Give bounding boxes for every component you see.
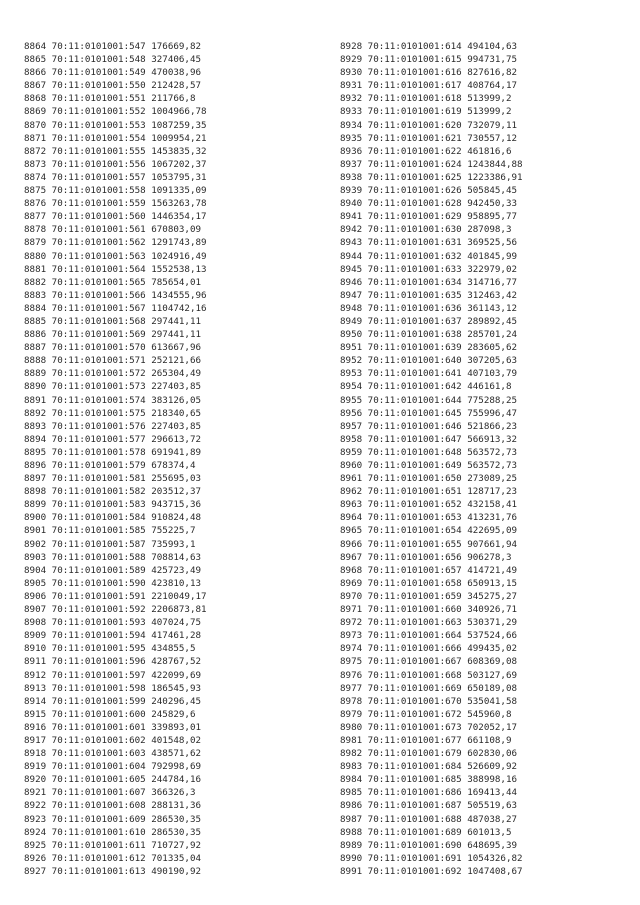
table-row: 8874 70:11:0101001:557 1053795,31	[24, 171, 207, 183]
table-row: 8983 70:11:0101001:684 526609,92	[340, 761, 518, 773]
table-row: 8910 70:11:0101001:595 434855,5	[24, 643, 196, 655]
table-row: 8903 70:11:0101001:588 708814,63	[24, 551, 202, 563]
table-row: 8968 70:11:0101001:657 414721,49	[340, 564, 518, 576]
table-row: 8877 70:11:0101001:560 1446354,17	[24, 211, 207, 223]
table-row: 8991 70:11:0101001:692 1047408,67	[340, 865, 523, 877]
table-row: 8927 70:11:0101001:613 490190,92	[24, 865, 202, 877]
table-row: 8954 70:11:0101001:642 446161,8	[340, 381, 512, 393]
table-row: 8948 70:11:0101001:636 361143,12	[340, 302, 518, 314]
table-row: 8889 70:11:0101001:572 265304,49	[24, 368, 202, 380]
table-row: 8887 70:11:0101001:570 613667,96	[24, 342, 202, 354]
table-row: 8924 70:11:0101001:610 286530,35	[24, 826, 202, 838]
table-row: 8893 70:11:0101001:576 227403,85	[24, 420, 202, 432]
table-row: 8914 70:11:0101001:599 240296,45	[24, 695, 202, 707]
table-row: 8909 70:11:0101001:594 417461,28	[24, 630, 202, 642]
left-column	[24, 40, 207, 878]
table-row: 8886 70:11:0101001:569 297441,11	[24, 329, 202, 341]
table-row: 8928 70:11:0101001:614 494104,63	[340, 41, 518, 52]
table-row: 8961 70:11:0101001:650 273089,25	[340, 473, 518, 485]
table-row: 8881 70:11:0101001:564 1552538,13	[24, 263, 207, 275]
table-row: 8974 70:11:0101001:666 499435,02	[340, 643, 518, 655]
table-row: 8867 70:11:0101001:550 212428,57	[24, 80, 202, 92]
table-row: 8985 70:11:0101001:686 169413,44	[340, 787, 518, 799]
table-row: 8864 70:11:0101001:547 176669,82	[24, 41, 202, 52]
table-row: 8923 70:11:0101001:609 286530,35	[24, 813, 202, 825]
table-row: 8908 70:11:0101001:593 407024,75	[24, 617, 202, 629]
table-row: 8976 70:11:0101001:668 503127,69	[340, 669, 518, 681]
table-row: 8891 70:11:0101001:574 383126,05	[24, 394, 202, 406]
table-row: 8962 70:11:0101001:651 128717,23	[340, 486, 518, 498]
table-row: 8869 70:11:0101001:552 1004966,78	[24, 106, 207, 118]
table-row: 8894 70:11:0101001:577 296613,72	[24, 433, 202, 445]
table-row: 8876 70:11:0101001:559 1563263,78	[24, 198, 207, 210]
table-row: 8979 70:11:0101001:672 545960,8	[340, 708, 512, 720]
table-row: 8879 70:11:0101001:562 1291743,89	[24, 237, 207, 249]
table-row: 8931 70:11:0101001:617 408764,17	[340, 80, 518, 92]
table-row: 8978 70:11:0101001:670 535041,58	[340, 695, 518, 707]
table-row: 8937 70:11:0101001:624 1243844,88	[340, 158, 523, 170]
table-row: 8946 70:11:0101001:634 314716,77	[340, 276, 518, 288]
table-row: 8918 70:11:0101001:603 438571,62	[24, 748, 202, 760]
table-row: 8963 70:11:0101001:652 432158,41	[340, 499, 518, 511]
table-row: 8925 70:11:0101001:611 710727,92	[24, 839, 202, 851]
table-row: 8917 70:11:0101001:602 401548,02	[24, 734, 202, 746]
table-row: 8984 70:11:0101001:685 388998,16	[340, 774, 518, 786]
table-row: 8882 70:11:0101001:565 785654,01	[24, 276, 202, 288]
table-row: 8959 70:11:0101001:648 563572,73	[340, 446, 518, 458]
table-row: 8955 70:11:0101001:644 775288,25	[340, 394, 518, 406]
table-row: 8875 70:11:0101001:558 1091335,09	[24, 185, 207, 197]
table-row: 8892 70:11:0101001:575 218340,65	[24, 407, 202, 419]
table-row: 8916 70:11:0101001:601 339893,01	[24, 721, 202, 733]
table-row: 8902 70:11:0101001:587 735993,1	[24, 538, 196, 550]
table-row: 8930 70:11:0101001:616 827616,82	[340, 67, 518, 79]
table-row: 8964 70:11:0101001:653 413231,76	[340, 512, 518, 524]
right-column	[340, 40, 523, 878]
table-row: 8949 70:11:0101001:637 289892,45	[340, 315, 518, 327]
table-row: 8895 70:11:0101001:578 691941,89	[24, 446, 202, 458]
table-row: 8865 70:11:0101001:548 327406,45	[24, 54, 202, 66]
table-row: 8926 70:11:0101001:612 701335,04	[24, 852, 202, 864]
table-row: 8873 70:11:0101001:556 1067202,37	[24, 158, 207, 170]
table-row: 8990 70:11:0101001:691 1054326,82	[340, 852, 523, 864]
table-row: 8905 70:11:0101001:590 423810,13	[24, 577, 202, 589]
table-row: 8941 70:11:0101001:629 958895,77	[340, 211, 518, 223]
table-row: 8871 70:11:0101001:554 1009954,21	[24, 132, 207, 144]
table-row: 8904 70:11:0101001:589 425723,49	[24, 564, 202, 576]
table-row: 8912 70:11:0101001:597 422099,69	[24, 669, 202, 681]
table-row: 8936 70:11:0101001:622 461816,6	[340, 145, 512, 157]
table-row: 8920 70:11:0101001:605 244784,16	[24, 774, 202, 786]
table-row: 8982 70:11:0101001:679 602830,06	[340, 748, 518, 760]
table-row: 8988 70:11:0101001:689 601013,5	[340, 826, 512, 838]
table-row: 8934 70:11:0101001:620 732079,11	[340, 119, 518, 131]
table-row: 8885 70:11:0101001:568 297441,11	[24, 315, 202, 327]
table-row: 8965 70:11:0101001:654 422695,09	[340, 525, 518, 537]
table-row: 8973 70:11:0101001:664 537524,66	[340, 630, 518, 642]
table-row: 8932 70:11:0101001:618 513999,2	[340, 93, 512, 105]
table-row: 8940 70:11:0101001:628 942450,33	[340, 198, 518, 210]
table-row: 8953 70:11:0101001:641 407103,79	[340, 368, 518, 380]
table-row: 8957 70:11:0101001:646 521866,23	[340, 420, 518, 432]
table-row: 8911 70:11:0101001:596 428767,52	[24, 656, 202, 668]
table-row: 8870 70:11:0101001:553 1087259,35	[24, 119, 207, 131]
table-row: 8921 70:11:0101001:607 366326,3	[24, 787, 196, 799]
table-row: 8980 70:11:0101001:673 702052,17	[340, 721, 518, 733]
table-row: 8952 70:11:0101001:640 307205,63	[340, 355, 518, 367]
table-row: 8868 70:11:0101001:551 211766,8	[24, 93, 196, 105]
table-row: 8883 70:11:0101001:566 1434555,96	[24, 289, 207, 301]
table-row: 8987 70:11:0101001:688 487038,27	[340, 813, 518, 825]
table-row: 8896 70:11:0101001:579 678374,4	[24, 460, 196, 471]
table-row: 8966 70:11:0101001:655 907661,94	[340, 538, 518, 550]
table-row: 8942 70:11:0101001:630 287098,3	[340, 224, 512, 236]
table-row: 8888 70:11:0101001:571 252121,66	[24, 355, 202, 367]
table-row: 8935 70:11:0101001:621 730557,12	[340, 132, 518, 144]
table-row: 8977 70:11:0101001:669 650189,08	[340, 682, 518, 694]
table-row: 8950 70:11:0101001:638 285701,24	[340, 329, 518, 341]
table-row: 8913 70:11:0101001:598 186545,93	[24, 682, 202, 694]
table-row: 8878 70:11:0101001:561 670803,09	[24, 224, 202, 236]
table-row: 8880 70:11:0101001:563 1024916,49	[24, 250, 207, 262]
table-row: 8981 70:11:0101001:677 661108,9	[340, 734, 512, 746]
table-row: 8907 70:11:0101001:592 2206873,81	[24, 604, 207, 616]
table-row: 8971 70:11:0101001:660 340926,71	[340, 604, 518, 616]
table-row: 8945 70:11:0101001:633 322979,02	[340, 263, 518, 275]
table-row: 8969 70:11:0101001:658 650913,15	[340, 577, 518, 589]
table-row: 8929 70:11:0101001:615 994731,75	[340, 54, 518, 66]
table-row: 8872 70:11:0101001:555 1453835,32	[24, 145, 207, 157]
table-row: 8922 70:11:0101001:608 288131,36	[24, 800, 202, 812]
table-row: 8899 70:11:0101001:583 943715,36	[24, 499, 202, 511]
table-row: 8989 70:11:0101001:690 648695,39	[340, 839, 518, 851]
table-row: 8956 70:11:0101001:645 755996,47	[340, 407, 518, 419]
table-row: 8975 70:11:0101001:667 608369,08	[340, 656, 518, 668]
table-row: 8938 70:11:0101001:625 1223386,91	[340, 171, 523, 183]
table-row: 8986 70:11:0101001:687 505519,63	[340, 800, 518, 812]
table-row: 8958 70:11:0101001:647 566913,32	[340, 433, 518, 445]
table-row: 8933 70:11:0101001:619 513999,2	[340, 106, 512, 118]
table-row: 8906 70:11:0101001:591 2210049,17	[24, 590, 207, 602]
table-row: 8972 70:11:0101001:663 530371,29	[340, 617, 518, 629]
table-row: 8901 70:11:0101001:585 755225,7	[24, 525, 196, 537]
table-row: 8944 70:11:0101001:632 401845,99	[340, 250, 518, 262]
table-row: 8900 70:11:0101001:584 910824,48	[24, 512, 202, 524]
table-row: 8970 70:11:0101001:659 345275,27	[340, 590, 518, 602]
table-row: 8919 70:11:0101001:604 792998,69	[24, 761, 202, 773]
table-row: 8939 70:11:0101001:626 505845,45	[340, 185, 518, 197]
table-row: 8897 70:11:0101001:581 255695,03	[24, 473, 202, 485]
table-row: 8898 70:11:0101001:582 203512,37	[24, 486, 202, 498]
table-row: 8967 70:11:0101001:656 906278,3	[340, 551, 512, 563]
table-row: 8943 70:11:0101001:631 369525,56	[340, 237, 518, 249]
table-row: 8951 70:11:0101001:639 283605,62	[340, 342, 518, 354]
table-row: 8915 70:11:0101001:600 245829,6	[24, 708, 196, 720]
table-row: 8884 70:11:0101001:567 1104742,16	[24, 302, 207, 314]
table-row: 8890 70:11:0101001:573 227403,85	[24, 381, 202, 393]
table-row: 8960 70:11:0101001:649 563572,73	[340, 460, 518, 471]
table-row: 8866 70:11:0101001:549 470038,96	[24, 67, 202, 79]
table-row: 8947 70:11:0101001:635 312463,42	[340, 289, 518, 301]
